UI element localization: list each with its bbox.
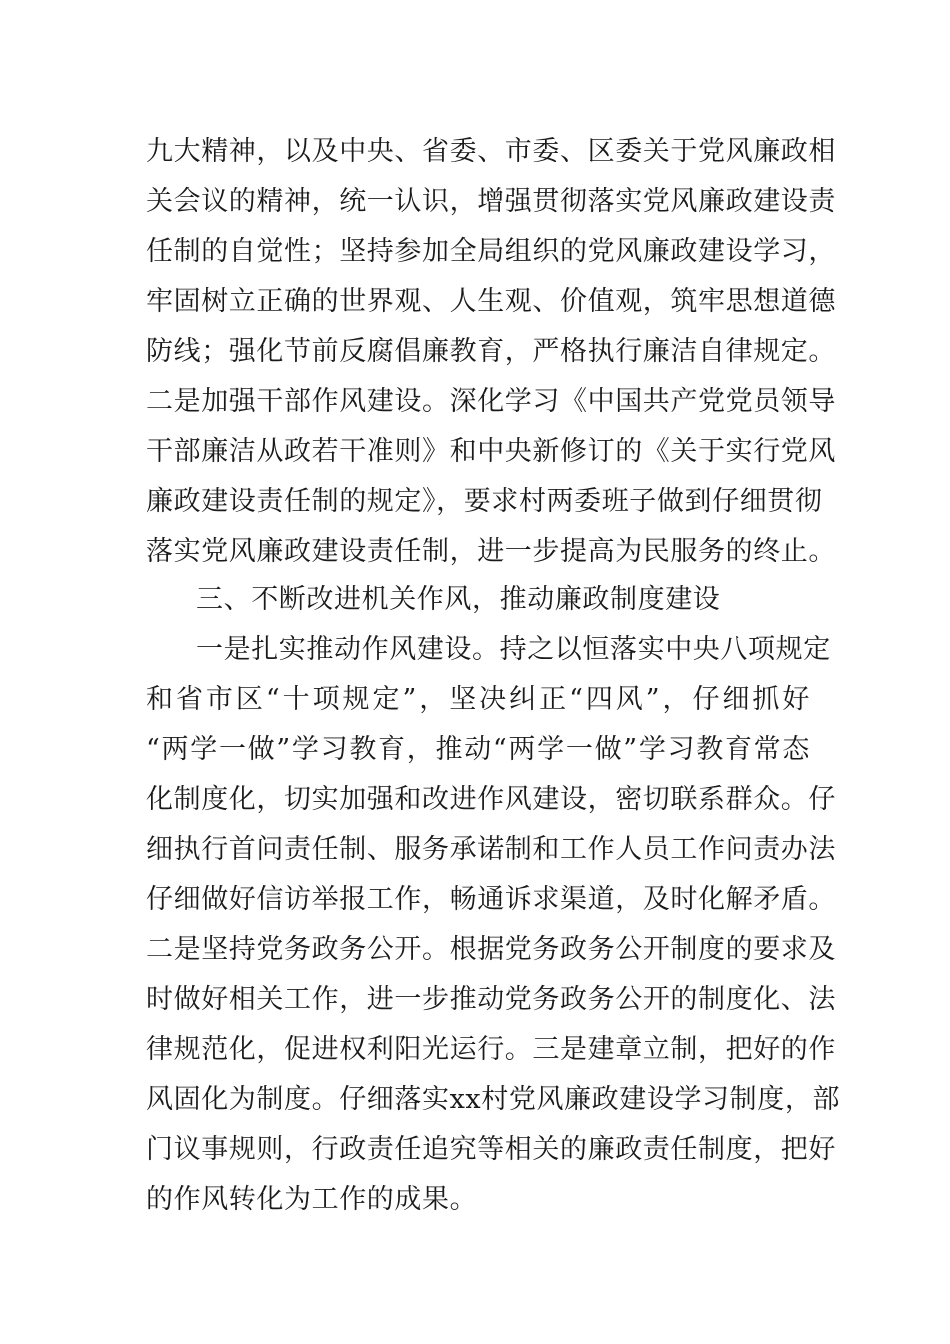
- text-line: 落实党风廉政建设责任制，进一步提高为民服务的终止。: [146, 536, 836, 567]
- text-line: 二是坚持党务政务公开。根据党务政务公开制度的要求及: [146, 934, 836, 965]
- text-line: 二是加强干部作风建设。深化学习《中国共产党党员领导: [146, 386, 836, 417]
- text-line: 九大精神，以及中央、省委、市委、区委关于党风廉政相: [146, 136, 836, 167]
- text-line: 关会议的精神，统一认识，增强贯彻落实党风廉政建设责: [146, 186, 836, 217]
- text-line: 牢固树立正确的世界观、人生观、价值观，筑牢思想道德: [146, 286, 836, 317]
- section-heading: 三、不断改进机关作风，推动廉政制度建设: [196, 584, 721, 615]
- text-line: 廉政建设责任制的规定》，要求村两委班子做到仔细贯彻: [146, 486, 823, 517]
- paragraph-first-line: 一是扎实推动作风建设。持之以恒落实中央八项规定: [196, 634, 831, 665]
- text-line: 任制的自觉性；坚持参加全局组织的党风廉政建设学习，: [146, 236, 836, 267]
- text-line: 风固化为制度。仔细落实xx村党风廉政建设学习制度，部: [146, 1084, 841, 1115]
- text-line: 门议事规则，行政责任追究等相关的廉政责任制度，把好: [146, 1134, 836, 1165]
- text-line: 防线；强化节前反腐倡廉教育，严格执行廉洁自律规定。: [146, 336, 836, 367]
- text-line: 细执行首问责任制、服务承诺制和工作人员工作问责办法: [146, 834, 836, 865]
- text-line-last: 的作风转化为工作的成果。: [146, 1184, 478, 1215]
- text-line: 时做好相关工作，进一步推动党务政务公开的制度化、法: [146, 984, 836, 1015]
- text-line: 和省市区“十项规定”，坚决纠正“四风”，仔细抓好: [146, 684, 810, 715]
- text-line: 化制度化，切实加强和改进作风建设，密切联系群众。仔: [146, 784, 836, 815]
- text-line: “两学一做”学习教育，推动“两学一做”学习教育常态: [146, 734, 810, 765]
- text-line: 干部廉洁从政若干准则》和中央新修订的《关于实行党风: [146, 436, 836, 467]
- text-line: 仔细做好信访举报工作，畅通诉求渠道，及时化解矛盾。: [146, 884, 836, 915]
- text-line: 律规范化，促进权利阳光运行。三是建章立制，把好的作: [146, 1034, 836, 1065]
